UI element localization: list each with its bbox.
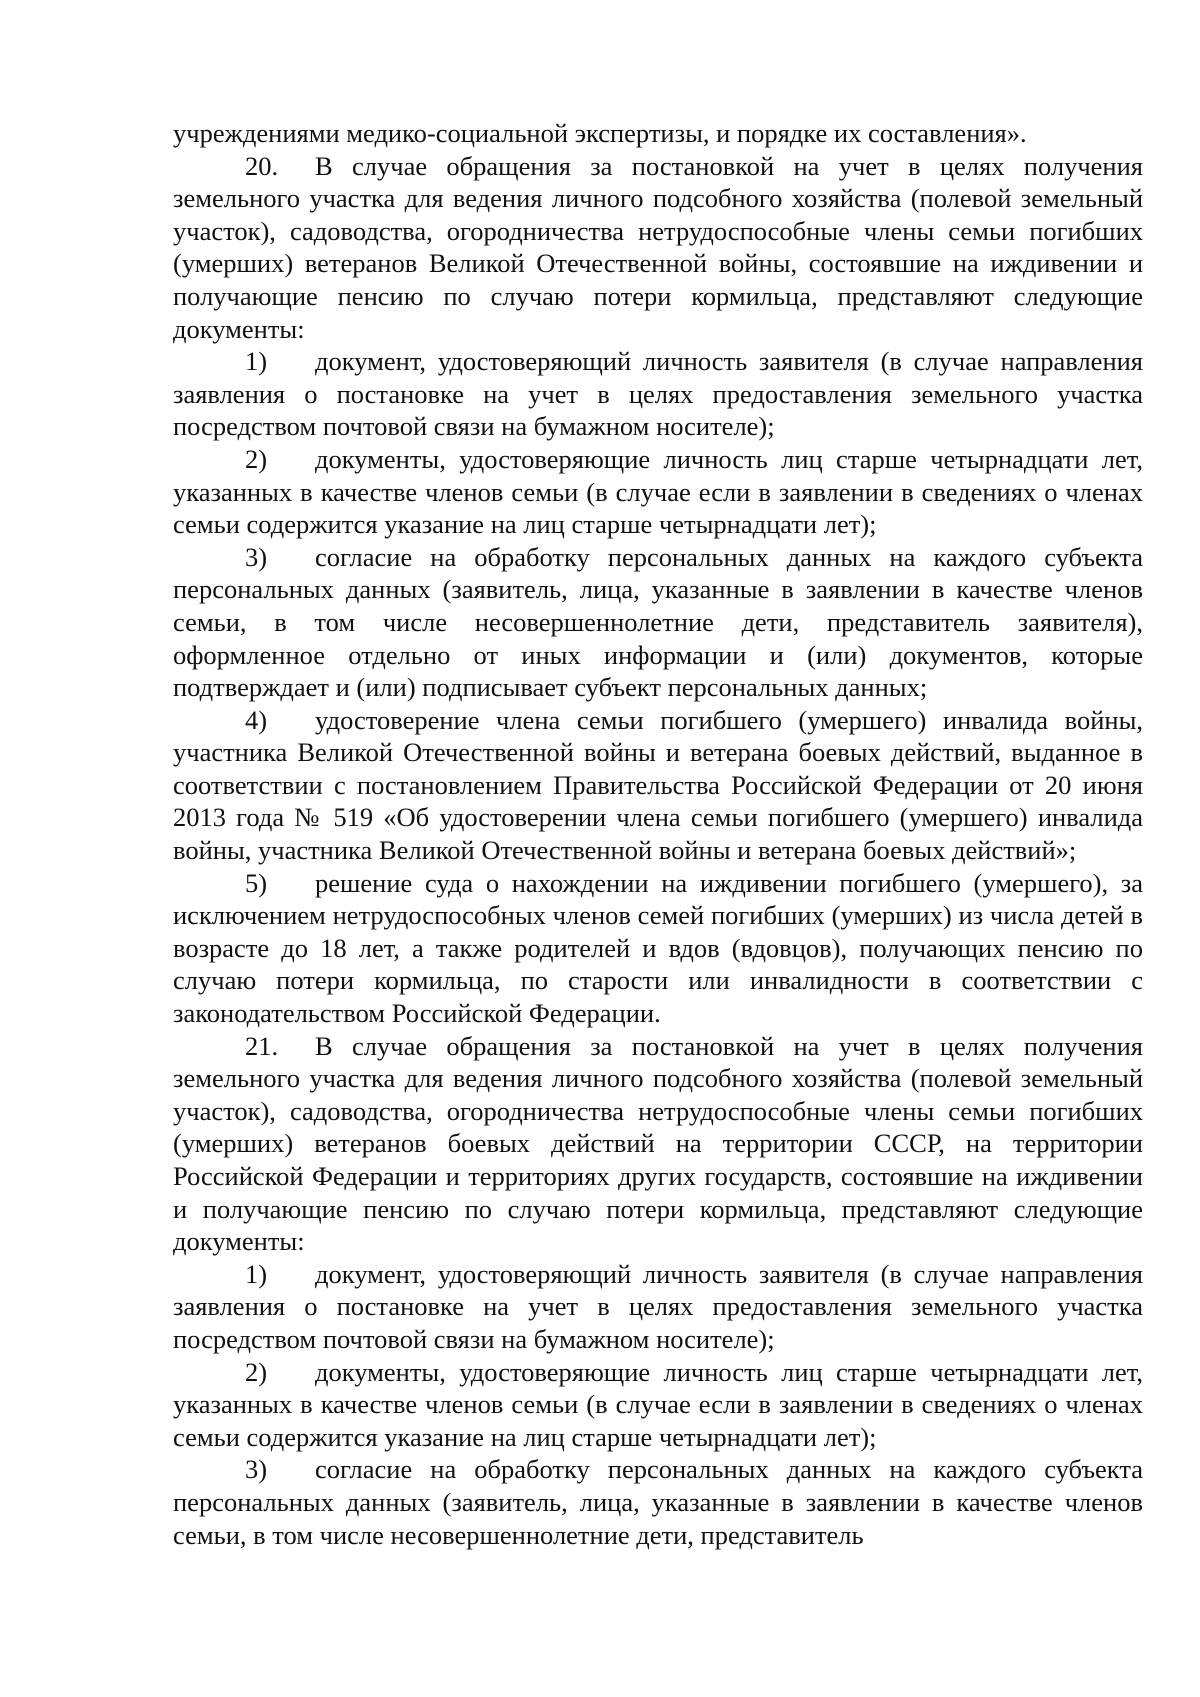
paragraph-subitem-20-5	[173, 867, 1143, 1030]
item-number: 4)	[245, 704, 268, 735]
paragraph-subitem-21-3	[173, 1453, 1143, 1551]
item-number: 2)	[245, 443, 268, 474]
paragraph-subitem-20-1	[173, 345, 1143, 443]
item-number: 20.	[245, 150, 279, 181]
paragraph-subitem-21-2	[173, 1356, 1143, 1454]
paragraph-subitem-21-1	[173, 1258, 1143, 1356]
paragraph-text: учреждениями медико-социальной экспертизы, и порядке их составления».	[173, 118, 1027, 148]
paragraph-text: В случае обращения за постановкой на учет в целях получения земельного участка для ведения личного подсобного хозяйства (полевой земельный участок), садоводства, огородничества нетрудоспособные члены семьи погибших (умерших) ветеранов Великой Отечественной войны, состоявшие на иждивении и получающие пенсию по случаю потери кормильца, представляют следующие документы:	[173, 150, 1143, 344]
paragraph-item-20	[173, 150, 1143, 346]
paragraph-text: удостоверение члена семьи погибшего (умершего) инвалида войны, участника Великой Отечественной войны и ветерана боевых действий, выданное в соответствии с постановлением Правительства Российской Федерации от 20 июня 2013 года № 519 «Об удостоверении члена семьи погибшего (умершего) инвалида войны, участника Великой Отечественной войны и ветерана боевых действий»;	[173, 704, 1143, 866]
paragraph-text: решение суда о нахождении на иждивении погибшего (умершего), за исключением нетрудоспособных членов семей погибших (умерших) из числа детей в возрасте до 18 лет, а также родителей и вдов (вдовцов), получающих пенсию по случаю потери кормильца, по старости или инвалидности в соответствии с законодательством Российской Федерации.	[173, 867, 1143, 1029]
item-number: 3)	[245, 541, 268, 572]
item-number: 21.	[245, 1030, 279, 1061]
paragraph-text: согласие на обработку персональных данных на каждого субъекта персональных данных (заявитель, лица, указанные в заявлении в качестве членов семьи, в том числе несовершеннолетние дети, представитель заявителя), оформленное отдельно от иных информации и (или) документов, которые подтверждает и (или) подписывает субъект персональных данных;	[173, 541, 1143, 703]
item-number: 2)	[245, 1356, 268, 1387]
paragraph-text: документ, удостоверяющий личность заявителя (в случае направления заявления о постановке на учет в целях предоставления земельного участка посредством почтовой связи на бумажном носителе);	[173, 1258, 1143, 1354]
paragraph-text: документы, удостоверяющие личность лиц старше четырнадцати лет, указанных в качестве членов семьи (в случае если в заявлении в сведениях о членах семьи содержится указание на лиц старше четырнадцати лет);	[173, 1356, 1143, 1452]
paragraph-subitem-20-4	[173, 704, 1143, 867]
item-number: 3)	[245, 1454, 268, 1485]
paragraph-continuation	[173, 117, 1143, 150]
paragraph-subitem-20-2	[173, 443, 1143, 541]
document-body	[173, 117, 1143, 1551]
item-number: 5)	[245, 867, 268, 898]
item-number: 1)	[245, 346, 268, 377]
paragraph-text: документ, удостоверяющий личность заявителя (в случае направления заявления о постановке на учет в целях предоставления земельного участка посредством почтовой связи на бумажном носителе);	[173, 346, 1143, 442]
paragraph-text: согласие на обработку персональных данных на каждого субъекта персональных данных (заявитель, лица, указанные в заявлении в качестве членов семьи, в том числе несовершеннолетние дети, представитель	[173, 1454, 1143, 1550]
paragraph-item-21	[173, 1030, 1143, 1258]
paragraph-subitem-20-3	[173, 541, 1143, 704]
item-number: 1)	[245, 1258, 268, 1289]
paragraph-text: В случае обращения за постановкой на учет в целях получения земельного участка для ведения личного подсобного хозяйства (полевой земельный участок), садоводства, огородничества нетрудоспособные члены семьи погибших (умерших) ветеранов боевых действий на территории СССР, на территории Российской Федерации и территориях других государств, состоявшие на иждивении и получающие пенсию по случаю потери кормильца, представляют следующие документы:	[173, 1030, 1143, 1257]
paragraph-text: документы, удостоверяющие личность лиц старше четырнадцати лет, указанных в качестве членов семьи (в случае если в заявлении в сведениях о членах семьи содержится указание на лиц старше четырнадцати лет);	[173, 443, 1143, 540]
